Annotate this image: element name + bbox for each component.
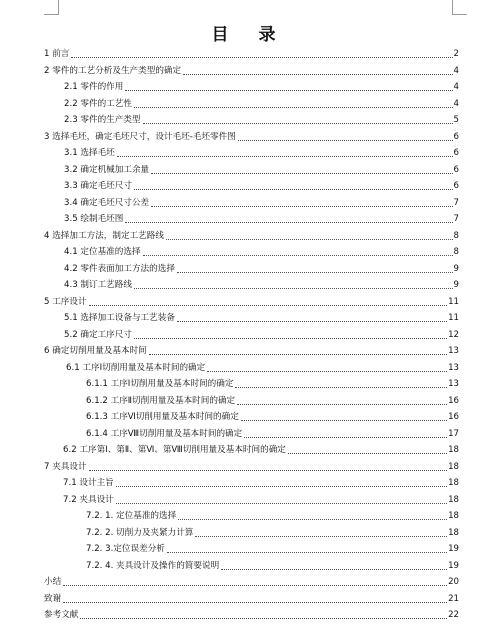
dot-leader (71, 57, 452, 58)
toc-entry-page-number: 16 (448, 395, 459, 406)
toc-entry[interactable] (44, 591, 459, 605)
toc-entry[interactable] (64, 211, 459, 225)
toc-entry[interactable] (64, 79, 459, 93)
toc-entry[interactable] (44, 343, 459, 357)
dot-leader (221, 569, 447, 570)
dot-leader (238, 140, 453, 141)
toc-entry-page-number: 12 (448, 329, 459, 340)
toc-entry-title: 5.1 选择加工设备与工艺装备 (64, 313, 175, 323)
toc-entry-title: 5 工序设计 (44, 296, 87, 307)
toc-entry[interactable] (64, 261, 459, 275)
dot-leader (63, 585, 447, 586)
toc-entry-title: 6.2 工序第Ⅰ、第Ⅱ、第Ⅵ、第Ⅷ切削用量及基本时间的确定 (63, 445, 286, 455)
dot-leader (116, 486, 447, 487)
toc-entry[interactable] (64, 277, 459, 291)
toc-entry-title: 7 夹具设计 (44, 461, 87, 472)
toc-entry-title: 1 前言 (44, 49, 70, 59)
toc-entry[interactable] (64, 162, 459, 176)
toc-entry-title: 2.2 零件的工艺性 (64, 98, 132, 109)
toc-entry-page-number: 8 (453, 230, 459, 241)
toc-entry[interactable] (64, 178, 459, 192)
dot-leader (151, 206, 452, 207)
dot-leader (143, 255, 453, 256)
toc-entry-page-number: 22 (448, 610, 459, 620)
toc-entry-title: 7.2. 3.定位误差分析 (86, 544, 165, 554)
toc-entry-title: 3.2 确定机械加工余量 (64, 164, 150, 175)
toc-entry-title: 6.1.4 工序Ⅷ切削用量及基本时间的确定 (86, 428, 243, 439)
toc-entry[interactable] (44, 63, 459, 77)
dot-leader (166, 239, 453, 240)
toc-entry-title: 2.3 零件的生产类型 (64, 115, 141, 125)
toc-entry[interactable] (86, 508, 459, 522)
dot-leader (288, 453, 447, 454)
toc-entry-title: 致谢 (44, 593, 62, 604)
toc-entry[interactable] (86, 558, 459, 572)
dot-leader (80, 618, 447, 619)
toc-entry-title: 3.1 选择毛坯 (64, 148, 115, 158)
toc-entry-title: 7.1 设计主旨 (63, 478, 114, 488)
toc-entry[interactable] (44, 46, 459, 60)
toc-entry[interactable] (86, 393, 459, 407)
dot-leader (117, 156, 453, 157)
toc-entry-page-number: 11 (448, 296, 459, 307)
toc-entry-page-number: 5 (453, 115, 459, 125)
dot-leader (235, 387, 447, 388)
dot-leader (183, 74, 452, 75)
toc-entry-title: 2.1 零件的作用 (64, 82, 124, 92)
dot-leader (134, 288, 453, 289)
toc-entry[interactable] (64, 112, 459, 126)
toc-entry-title: 7.2. 1. 定位基准的选择 (86, 511, 177, 521)
toc-entry-page-number: 7 (453, 214, 459, 224)
dot-leader (125, 90, 452, 91)
toc-entry-title: 7.2. 4. 夹具设计及操作的简要说明 (86, 560, 220, 571)
toc-entry-title: 6.1.1 工序Ⅰ切削用量及基本时间的确定 (86, 379, 234, 389)
page-corner-mark-left (44, 0, 59, 15)
toc-entry[interactable] (86, 525, 459, 539)
dot-leader (134, 338, 447, 339)
dot-leader (89, 470, 447, 471)
toc-entry-page-number: 19 (448, 544, 459, 554)
toc-entry-page-number: 4 (453, 65, 459, 76)
toc-entry-page-number: 4 (453, 98, 459, 109)
toc-entry-page-number: 13 (448, 362, 459, 373)
toc-entry-page-number: 9 (453, 263, 459, 274)
toc-entry[interactable] (86, 376, 459, 390)
dot-leader (237, 404, 447, 405)
toc-entry[interactable] (44, 607, 459, 621)
toc-entry[interactable] (44, 459, 459, 473)
toc-entry-page-number: 11 (448, 313, 459, 323)
toc-entry-page-number: 20 (448, 577, 459, 587)
dot-leader (134, 189, 453, 190)
toc-entry[interactable] (64, 327, 459, 341)
dot-leader (241, 420, 447, 421)
toc-entry-page-number: 2 (453, 49, 459, 59)
dot-leader (167, 552, 447, 553)
toc-entry[interactable] (66, 360, 459, 374)
toc-entry[interactable] (64, 195, 459, 209)
dot-leader (89, 305, 447, 306)
toc-entry-title: 7.2 夹具设计 (63, 494, 114, 505)
toc-entry-title: 3 选择毛坯，确定毛坯尺寸，设计毛坯-毛坯零件图 (44, 131, 236, 142)
toc-entry-title: 小结 (44, 577, 62, 587)
toc-entry[interactable] (44, 574, 459, 588)
toc-entry[interactable] (86, 541, 459, 555)
toc-entry-page-number: 21 (448, 593, 459, 604)
dot-leader (63, 602, 447, 603)
toc-entry-page-number: 13 (448, 379, 459, 389)
toc-entry-page-number: 18 (448, 461, 459, 472)
toc-entry[interactable] (63, 442, 459, 456)
toc-entry-page-number: 18 (448, 445, 459, 455)
toc-entry[interactable] (44, 228, 459, 242)
toc-entry-title: 4 选择加工方法，制定工艺路线 (44, 230, 164, 241)
toc-entry-title: 4.2 零件表面加工方法的选择 (64, 263, 175, 274)
toc-entry-page-number: 17 (448, 428, 459, 439)
toc-entry-page-number: 18 (448, 494, 459, 505)
toc-entry[interactable] (64, 96, 459, 110)
dot-leader (244, 437, 447, 438)
dot-leader (125, 222, 452, 223)
toc-entry-page-number: 4 (453, 82, 459, 92)
toc-entry-page-number: 6 (453, 164, 459, 175)
toc-entry-page-number: 8 (453, 247, 459, 257)
toc-entry[interactable] (86, 409, 459, 423)
toc-entry-page-number: 18 (448, 478, 459, 488)
toc-entry-title: 3.3 确定毛坯尺寸 (64, 181, 132, 191)
toc-entry-page-number: 7 (453, 197, 459, 208)
toc-entry[interactable] (63, 475, 459, 489)
dot-leader (143, 123, 453, 124)
toc-entry-title: 6 确定切削用量及基本时间 (44, 346, 147, 356)
toc-entry[interactable] (64, 310, 459, 324)
toc-entry-title: 7.2. 2. 切削力及夹紧力计算 (86, 527, 194, 538)
toc-entry-title: 参考文献 (44, 610, 79, 620)
dot-leader (178, 519, 447, 520)
toc-entry-page-number: 9 (453, 280, 459, 290)
dot-leader (177, 272, 453, 273)
toc-entry-page-number: 13 (448, 346, 459, 356)
toc-entry-page-number: 16 (448, 412, 459, 422)
toc-entry-page-number: 6 (453, 131, 459, 142)
toc-entry[interactable] (86, 426, 459, 440)
toc-entry[interactable] (44, 129, 459, 143)
toc-entry-page-number: 18 (448, 527, 459, 538)
page-corner-mark-right (452, 0, 467, 15)
toc-entry-title: 5.2 确定工序尺寸 (64, 329, 132, 340)
dot-leader (151, 173, 452, 174)
dot-leader (134, 107, 453, 108)
toc-entry-title: 6.1.3 工序Ⅵ切削用量及基本时间的确定 (86, 412, 239, 422)
toc-entry[interactable] (44, 294, 459, 308)
toc-entry-title: 3.5 绘制毛坯图 (64, 214, 124, 224)
toc-entry-page-number: 6 (453, 181, 459, 191)
toc-title: 目 录 (211, 25, 288, 45)
toc-entry[interactable] (64, 244, 459, 258)
toc-entry-page-number: 18 (448, 511, 459, 521)
toc-entry-title: 6.1.2 工序Ⅱ切削用量及基本时间的确定 (86, 395, 236, 406)
toc-entry[interactable] (63, 492, 459, 506)
toc-entry-title: 4.3 制订工艺路线 (64, 280, 132, 290)
dot-leader (207, 371, 447, 372)
toc-entry-title: 6.1 工序Ⅰ切削用量及基本时间的确定 (66, 362, 206, 373)
dot-leader (149, 354, 447, 355)
toc-entry-title: 3.4 确定毛坯尺寸公差 (64, 197, 150, 208)
toc-entry-title: 2 零件的工艺分析及生产类型的确定 (44, 65, 182, 76)
dot-leader (116, 503, 447, 504)
toc-entry-page-number: 19 (448, 560, 459, 571)
dot-leader (195, 536, 447, 537)
dot-leader (177, 321, 447, 322)
toc-entry[interactable] (64, 145, 459, 159)
toc-entry-title: 4.1 定位基准的选择 (64, 247, 141, 257)
toc-entry-page-number: 6 (453, 148, 459, 158)
